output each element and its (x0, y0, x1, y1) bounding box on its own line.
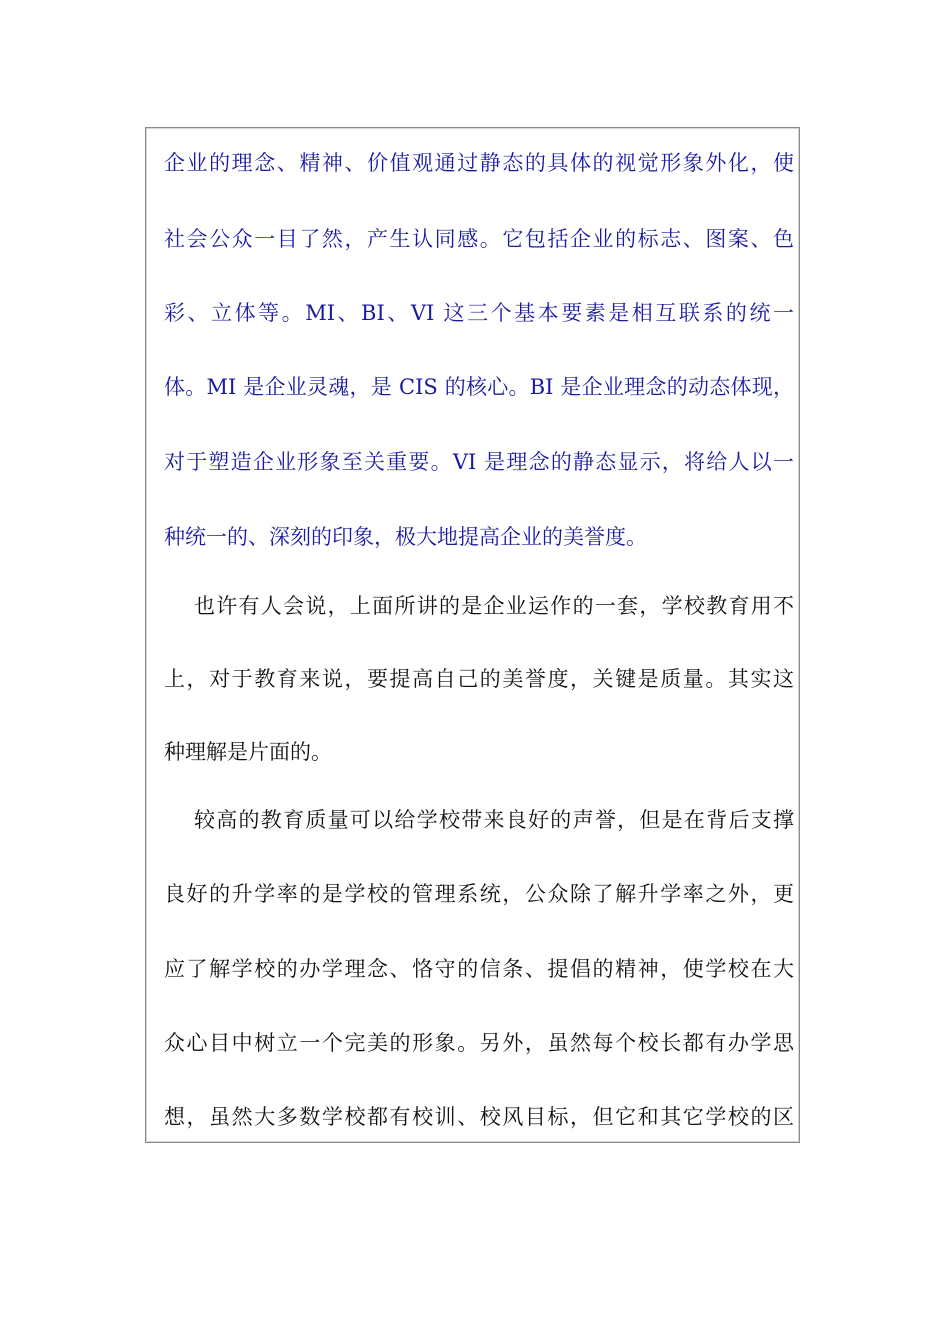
paragraph-1-line-3: 彩、立体等。MI、BI、VI 这三个基本要素是相互联系的统一 (164, 301, 794, 325)
paragraph-2-line-1: 也许有人会说，上面所讲的是企业运作的一套，学校教育用不 (194, 594, 794, 618)
paragraph-1-line-4: 体。MI 是企业灵魂，是 CIS 的核心。BI 是企业理念的动态体现， (164, 375, 794, 399)
text-frame (145, 127, 800, 1143)
paragraph-1-line-2: 社会公众一目了然，产生认同感。它包括企业的标志、图案、色 (164, 227, 794, 251)
paragraph-1-line-1: 企业的理念、精神、价值观通过静态的具体的视觉形象外化，使 (164, 151, 794, 175)
paragraph-3-line-2: 良好的升学率的是学校的管理系统，公众除了解升学率之外，更 (164, 882, 794, 906)
paragraph-1-line-6: 种统一的、深刻的印象，极大地提高企业的美誉度。 (164, 525, 647, 549)
paragraph-3-line-5: 想，虽然大多数学校都有校训、校风目标，但它和其它学校的区 (164, 1105, 794, 1129)
paragraph-2-line-2: 上，对于教育来说，要提高自己的美誉度，关键是质量。其实这 (164, 667, 794, 691)
paragraph-3-line-3: 应了解学校的办学理念、恪守的信条、提倡的精神，使学校在大 (164, 957, 794, 981)
paragraph-2-line-3: 种理解是片面的。 (164, 740, 332, 764)
paragraph-1-line-5: 对于塑造企业形象至关重要。VI 是理念的静态显示，将给人以一 (164, 450, 794, 474)
paragraph-3-line-4: 众心目中树立一个完美的形象。另外，虽然每个校长都有办学思 (164, 1031, 794, 1055)
paragraph-3-line-1: 较高的教育质量可以给学校带来良好的声誉，但是在背后支撑 (194, 808, 794, 832)
